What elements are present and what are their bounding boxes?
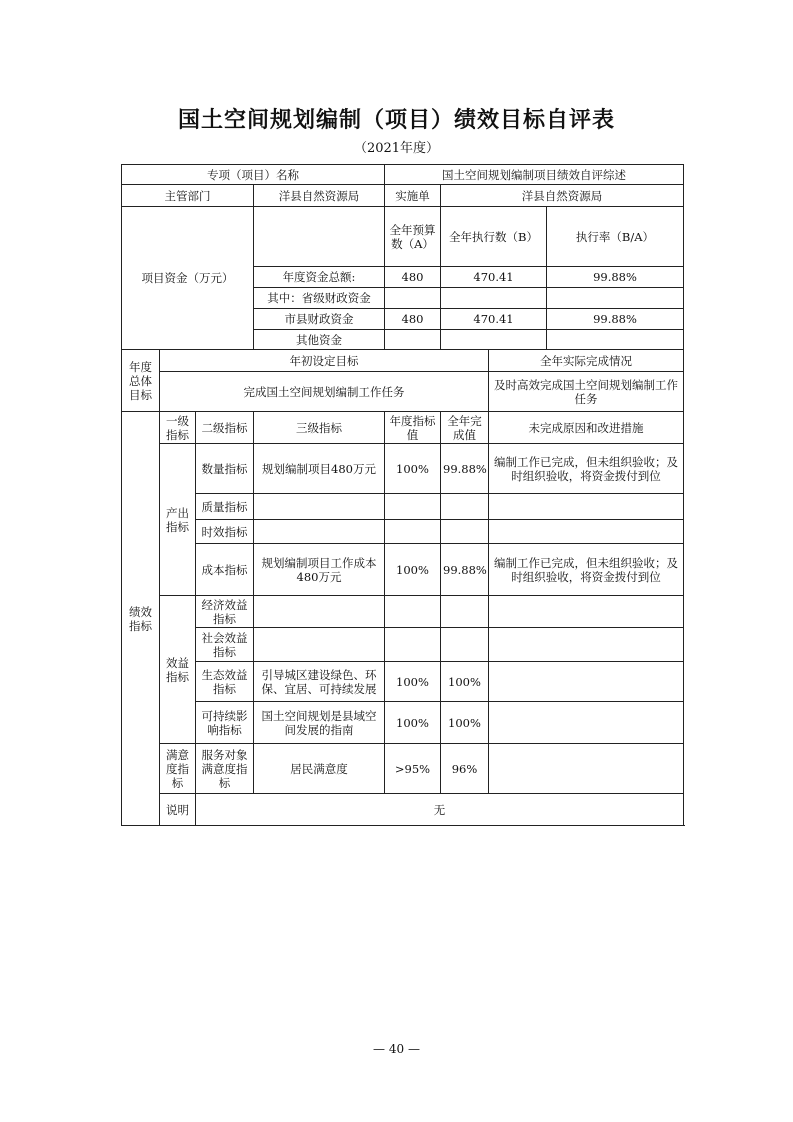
benefit-indicator-label: 效益指标 [160,596,196,744]
funds-row-budget: 480 [385,309,441,330]
output-indicator-label: 产出指标 [160,444,196,596]
indicator-target: >95% [385,744,441,794]
funds-label: 项目资金（万元） [122,207,254,350]
indicator-level3 [254,494,385,520]
indicator-level3 [254,628,385,662]
indicator-target: 100% [385,702,441,744]
funds-row-exec: 470.41 [441,267,547,288]
indicator-target [385,494,441,520]
indicator-target [385,628,441,662]
indicator-reason: 编制工作已完成，但未组织验收；及时组织验收，将资金拨付到位 [489,444,684,494]
funds-row-exec [441,330,547,350]
funds-col-rate: 执行率（B/A） [547,207,684,267]
indicator-level2: 可持续影响指标 [196,702,254,744]
indicator-actual [441,520,489,544]
indicator-target: 100% [385,444,441,494]
indicator-actual [441,596,489,628]
page-number: — 40 — [373,1042,420,1056]
indicator-level3: 规划编制项目工作成本480万元 [254,544,385,596]
funds-row-exec: 470.41 [441,309,547,330]
indicator-level2: 生态效益指标 [196,662,254,702]
indicators-h-level3: 三级指标 [254,412,385,444]
indicator-actual: 99.88% [441,444,489,494]
indicator-actual: 100% [441,702,489,744]
indicator-level3: 居民满意度 [254,744,385,794]
indicator-reason [489,702,684,744]
indicator-level2: 质量指标 [196,494,254,520]
indicator-reason [489,744,684,794]
indicator-level3: 引导城区建设绿色、环保、宜居、可持续发展 [254,662,385,702]
funds-row-rate [547,288,684,309]
notes-value: 无 [196,794,684,826]
indicator-reason [489,596,684,628]
impl-unit-value: 洋县自然资源局 [441,185,684,207]
funds-col-exec: 全年执行数（B） [441,207,547,267]
annual-goal-label: 年度总体目标 [122,350,160,412]
annual-plan-value: 完成国土空间规划编制工作任务 [160,372,489,412]
funds-row-label: 其他资金 [254,330,385,350]
indicator-actual: 99.88% [441,544,489,596]
funds-header-blank [254,207,385,267]
indicator-actual: 100% [441,662,489,702]
indicator-level2: 数量指标 [196,444,254,494]
indicator-level3: 规划编制项目480万元 [254,444,385,494]
indicators-group-label: 绩效指标 [122,412,160,826]
indicator-reason [489,494,684,520]
indicator-level3 [254,596,385,628]
indicator-reason [489,662,684,702]
annual-actual-value: 及时高效完成国土空间规划编制工作任务 [489,372,684,412]
funds-row-rate: 99.88% [547,309,684,330]
annual-col-plan: 年初设定目标 [160,350,489,372]
dept-value: 洋县自然资源局 [254,185,385,207]
funds-row-exec [441,288,547,309]
funds-row-budget: 480 [385,267,441,288]
indicators-h-target: 年度指标值 [385,412,441,444]
indicator-level2: 时效指标 [196,520,254,544]
funds-row-label: 其中：省级财政资金 [254,288,385,309]
indicator-target [385,520,441,544]
performance-table [121,164,684,826]
indicators-h-actual: 全年完成值 [441,412,489,444]
indicator-level2: 服务对象满意度指标 [196,744,254,794]
funds-row-label: 年度资金总额: [254,267,385,288]
dept-label: 主管部门 [122,185,254,207]
indicators-h-level2: 二级指标 [196,412,254,444]
indicators-h-level1: 一级指标 [160,412,196,444]
project-name-value: 国土空间规划编制项目绩效自评综述 [385,165,684,185]
satisfaction-indicator-label: 满意度指标 [160,744,196,794]
page-title: 国土空间规划编制（项目）绩效目标自评表 [177,107,615,133]
indicator-level3 [254,520,385,544]
funds-row-rate [547,330,684,350]
funds-col-budget: 全年预算数（A） [385,207,441,267]
indicator-actual: 96% [441,744,489,794]
funds-row-label: 市县财政资金 [254,309,385,330]
funds-row-rate: 99.88% [547,267,684,288]
indicator-level2: 成本指标 [196,544,254,596]
indicator-level3: 国土空间规划是县域空间发展的指南 [254,702,385,744]
indicator-reason [489,628,684,662]
indicator-target: 100% [385,662,441,702]
indicator-reason [489,520,684,544]
indicators-h-reason: 未完成原因和改进措施 [489,412,684,444]
indicator-actual [441,494,489,520]
indicator-actual [441,628,489,662]
project-name-label: 专项（项目）名称 [122,165,385,185]
funds-row-budget [385,330,441,350]
indicator-target [385,596,441,628]
indicator-reason: 编制工作已完成，但未组织验收；及时组织验收，将资金拨付到位 [489,544,684,596]
indicator-level2: 经济效益指标 [196,596,254,628]
notes-label: 说明 [160,794,196,826]
annual-col-actual: 全年实际完成情况 [489,350,684,372]
impl-unit-label: 实施单 [385,185,441,207]
indicator-target: 100% [385,544,441,596]
funds-row-budget [385,288,441,309]
indicator-level2: 社会效益指标 [196,628,254,662]
page-subtitle: （2021年度） [353,141,440,156]
